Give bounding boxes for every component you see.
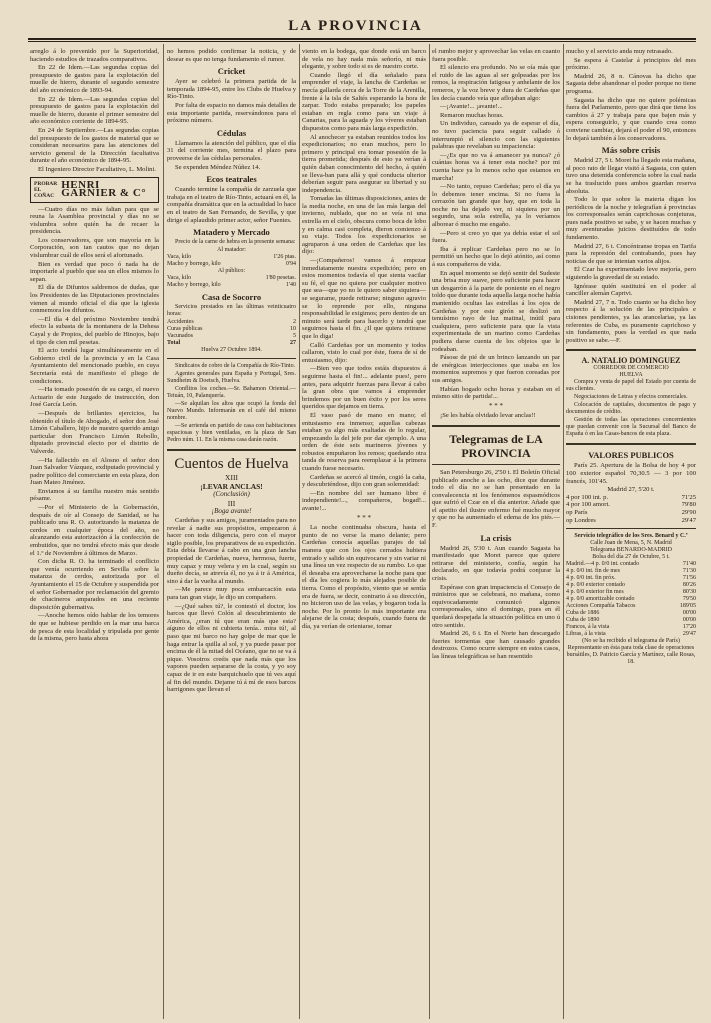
paragraph: En aquel momento se dejó sentir del Sudeste una brisa muy suave, pero suficiente para hacer un desgarrón á la parte de poniente en el negro toldo que durante toda aquella larga noche había mantenido ocultas las estrellas á los ojos de Cardeñas y por este girón se deslizó un tenuísimo rayo de luz matinal, inútil para cualquiera, pero suficiente para que la vista experimentada de un marino como Cardeñas pudiera darse cuenta de los objetos que le rodeaban. bbox=[432, 269, 560, 353]
row-value: 79'80 bbox=[681, 501, 696, 509]
row-label: Madrid.—4 p. 0/0 int. contado bbox=[566, 561, 640, 568]
paragraph: —¿Es que no va á amanecer ya nunca? ¿ó cuántas horas va á tener esta noche? por mi cuenta hace ya lo menos ocho que estamos en marcha! bbox=[432, 151, 560, 182]
row-label: 4 p. 0/0 amortizable contado bbox=[566, 596, 635, 603]
service-row bbox=[167, 333, 296, 340]
column-2 bbox=[167, 48, 296, 1018]
paragraph: —Por el Ministerio de la Gobernación, después de oír al Consejo de Sanidad, se ha publicado una R. O. autorizando la matanza de cerdos en cualquier época del año, no alcanzando esta autorización á la confección de embutidos, que no tendrá efecto más que desde el 1.º de Noviembre á últimos de Marzo. bbox=[30, 504, 159, 557]
row-value: 17'20 bbox=[682, 624, 696, 631]
bolsa-row bbox=[566, 610, 696, 617]
row-value: 0'94 bbox=[285, 261, 296, 268]
paragraph: —¿Qué sabes tú?, le contestó el doctor, los barcos que llevó Colón al descubrimiento de América, ¿eran tú que eran más que esta? aíguno de ellos ni cubierta tenía.. mira tú!, al paso que mi barco no hay golpe de mar que le haga entrar la quilla al sol, y ya puede pasar por encima de él la mitad del Océano, que no se va á pique. Vosotros creéis que nada más que los vapores pueden separarse de la costa, y yo soy capaz de ir en este barquichuelo que tú ves aquí al fin del mundo. Dejame tú á mí de esos barcos barrigones que llevan el bbox=[167, 602, 296, 694]
ad-line: Compra y venta de papel del Estado por cuenta de sus clientes. bbox=[566, 379, 696, 393]
values-header: Madrid 27, 5'20 t. bbox=[607, 486, 655, 494]
paragraph: En 22 de Idem.—Las segundas copias del presupuesto de gastos para la explotación del muelle de hierro, durante el primer semestre del año económico corriente de 1894-95. bbox=[30, 95, 159, 126]
masthead: LA PROVINCIA bbox=[288, 18, 423, 34]
paragraph: —¡Compañeros! vamos á empezar inmediatamente nuestra expedición; pero en estos momentos todavía el que sienta vacilar su fé, el que no quiera por cualquier motivo que sea—que yo no le quiero saber siquiera—se segurame, puede retirarse; ninguno agravio se lo reprende por ello, ninguna responsabilidad le exigimos; pero dentro de un minuto será tarde para hacerlo y tendrá que seguirnos hasta el fin. ¿Il que quiera retirarse que lo diga! bbox=[302, 257, 426, 340]
notice: —Se arrienda en partido de casa con habitaciones espaciosas y bien ventiladas, en la plaza de San Pedro núm. 11. En la misma casa darán razón. bbox=[167, 423, 296, 444]
paragraph: Todo lo que sobre la materia digan los periódicos de la noche y telegrafían á provincias los corresponsales serán caprichosas conjeturas, pues nada positivo se sabe, y se hacen muchas y muy aventuradas juicios destituídos de todo fundamento. bbox=[566, 196, 696, 242]
row-value: 1'40 bbox=[285, 282, 296, 289]
price-row bbox=[167, 275, 296, 282]
row-label: 4 por 100 amort. bbox=[566, 501, 610, 509]
paragraph: Precio de la carne de hebra en la presente semana: bbox=[175, 239, 296, 246]
paragraph: el rumbo mejor y aprovechar las velas en cuanto fuera posible. bbox=[432, 48, 560, 63]
value-row bbox=[566, 509, 696, 517]
bolsa-row bbox=[566, 575, 696, 582]
paragraph: Cuando termine la compañía de zarzuela que trabaja en el teatro de Río-Tinto, actuará en él, la compañía dramática que en la actualidad lo hace en el teatro de San Fernando, de Sevilla, y que dirige el aplaudido primer actor, señor Fuentes. bbox=[167, 186, 296, 224]
row-label: Vacunados bbox=[167, 333, 193, 340]
paragraph: La noche continuaba obscura, hasta el punto de no verse la mano delante; pero Cardeñas conocía aquellas parajes de tal manera que con los ojos cerrados hubiera entrado y salido sin equivocarse y sin variar ni una línea un vez respecto de su rumbo. Lo que él deseaba era aprovecharse la noche para que el día les cogiera lo más alejados posible de tierra. Como el propósito, viento que se sentía era de fuera, se decir, contrario á su dirección, no hicieron uso de las velas, y bogaron toda la noche. Por lo pronto lo más importante era alejarse de la costa; después, cuando fuera de día, ya verían de orientarse, tomar bbox=[302, 524, 426, 630]
paragraph: —Después de brillantes ejercicios, ha obtenido el título de Abogado, el señor don José Limón Caballero, hijo de nuestro querido amigo particular don Francisco Limón Rebollo, diputado provincial electo por el distrito de Valverde. bbox=[30, 409, 159, 455]
section-heading: Casa de Socorro bbox=[201, 292, 262, 303]
column-divider bbox=[429, 44, 430, 1019]
column-3 bbox=[302, 48, 426, 1018]
row-value: 29'47 bbox=[681, 516, 696, 524]
column-5 bbox=[566, 48, 696, 1018]
bolsa-header: Bolsa del día 27 de Octubre, 5 t. bbox=[592, 554, 670, 561]
paragraph: El acto tendrá lugar simultáneamente en el Gobierno civil de la provincia y en la Casa Ayuntamiento del mencionado pueblo, en cuya Secretaría está de manifiesto el pliego de condiciones. bbox=[30, 347, 159, 385]
paragraph: Madrid 27, 7 n. Todo cuanto se ha dicho hoy respecto á la solución de las principales e cisiones pendientes, ya las arancelarias, ya las referentes de Cuba, es puramente caprichoso y sin fundamento, pues la verdad es que nada positivo se sabe.—F. bbox=[566, 298, 696, 344]
cognac-advertisement bbox=[30, 177, 159, 203]
price-table bbox=[167, 275, 296, 289]
paragraph: Cuando llegó el día señalado para emprender el viaje, la lancha de Cardeñas se mecía gallarda cerca de la Torre de la Arenilla, frente á la isla de Saltés esperando la hora de zarpar. Todo estaba preparado; los papeles estaban en regla como para un viaje á Canarias, para la aguada y los víveres estaban dispuestos como para más larga expedición. bbox=[302, 71, 426, 132]
row-label: 4 p. 0/0 exterior fin mes bbox=[566, 589, 624, 596]
row-label: op Londres bbox=[566, 516, 596, 524]
section-heading: La crisis bbox=[480, 532, 512, 543]
divider bbox=[432, 464, 560, 465]
bolsa-row bbox=[566, 603, 696, 610]
row-value: 00'00 bbox=[682, 610, 696, 617]
paragraph: —El día 4 del próximo Noviembre tendrá efecto la subasta de la montanera de la Dehesa Cayal y de Propios, del pueblo de Hinojos, bajo el tipo de cien mil pesetas. bbox=[30, 315, 159, 346]
row-label: Francos, á la vista bbox=[566, 624, 610, 631]
story-number: XIII bbox=[225, 473, 238, 483]
paragraph: Ayer se celebró la primera partida de la temporada 1894-95, entre los Clubs de Huelva y Río-Tinto. bbox=[167, 78, 296, 101]
paragraph: El silencio era profundo. No se oía más que el ruido de las aguas al ser golpeadas por los remos, la respiración fatigosa y anhelante de los remeros, y la voz breve y dura de Cardeñas que les decía cuando veía que aflojaban algo: bbox=[432, 64, 560, 102]
paragraph: Iba á replicar Cardeñas pero no se lo permitió un hecho que lo dejó atónito, así como á sus compañeros de vida. bbox=[432, 245, 560, 269]
paragraph: El Czar ha experimentado leve mejoría, pero siguiendo la gravedad de su estado. bbox=[566, 266, 696, 282]
price-label: Al público: bbox=[217, 268, 246, 275]
row-value: 79'50 bbox=[682, 596, 696, 603]
paragraph: Madrid 26, 6 t. En el Norte han descargado fuertes tormentas que han causado grandes destrozos. Como ocurre siempre en estos casos, las líneas telegráficas se han resentido bbox=[432, 630, 560, 660]
section-stars: * * * bbox=[357, 513, 371, 522]
paragraph: arreglo á lo prevenido por la Superioridad, haciendo estudios de trazados comparativos. bbox=[30, 48, 159, 63]
column-divider bbox=[299, 44, 300, 1019]
paragraph: Al anochecer ya estaban reunidos todos los expedicionarios; no eran muchos, pero lo primero y principal era tomar posesión de la tierra prometida; después de esto ya verían á quién daban conocimiento del hecho, á quién se lleva-ban para allá y qué conducta ulterior deberían seguir para asegurar su libertad y su independencia. bbox=[302, 133, 426, 194]
row-label: 4 por 100 int. p. bbox=[566, 493, 609, 501]
paragraph: Cardeñas y sus amigos, juramentados para no revelar á nadie sus propósitos, empezaron á hacer con toda diligencia, pero con el mayor sigilo posible, los preparativos de su expedición. Esta debía llevarse á cabo en una gran lancha propiedad de Cardeñas, nueva, hermosa, fuerte, muy capaz y muy velera y en la cual, según su dueño decía, se atrevía él, no ya á ir á América, sino á dar la vuelta al mundo. bbox=[167, 517, 296, 585]
value-row bbox=[566, 494, 696, 502]
services-table bbox=[167, 319, 296, 347]
paragraph: Pásose de pié de un brinco lanzando un par de enérgicas interjecciones que usaba en los momentos supremos y que fueron coreadas por sus amigos. bbox=[432, 354, 560, 384]
paragraph: Cardeñas se acercó al timón, cogió la caña, y descubriéndose, dijo con gran solemnidad: bbox=[302, 473, 426, 489]
notice: Conflitos los coches.—Sr. Bahamon Oriental.—Tetuán, 10, Palanquería. bbox=[167, 386, 296, 400]
row-value: 189'05 bbox=[679, 603, 696, 610]
ad-subtitle: CORREDOR DE COMERCIO bbox=[593, 365, 669, 372]
row-label: Vaca, kilo bbox=[167, 254, 191, 261]
section-heading: Matadero y Mercado bbox=[193, 227, 270, 238]
paragraph: —Pero si creo yo que ya debía estar el sol fuera. bbox=[432, 229, 560, 245]
price-row bbox=[167, 282, 296, 289]
divider bbox=[566, 349, 696, 351]
row-value: 80'30 bbox=[682, 589, 696, 596]
row-value: 71'56 bbox=[682, 575, 696, 582]
divider bbox=[432, 425, 560, 427]
row-label: 4 p. 0/0 int. fin próx. bbox=[566, 575, 616, 582]
story-subtitle: ¡LEVAR ANCLAS! bbox=[200, 481, 263, 491]
row-value: 1'26 ptas. bbox=[273, 254, 296, 261]
paragraph: —Bien veo que todos estáis dispuestos á seguirme hasta el fin!... adelante pues!, pero antes, para adquirir fuerzas para llevar á cabo la gran obra que vamos á emprender brindemos por un buen éxito y por los seres queridos que dejamos en tierra. bbox=[302, 365, 426, 411]
row-value: 29'47 bbox=[682, 631, 696, 638]
paragraph: Un individuo, cansado ya de esperar el día, no tuvo paciencia para seguir callado ó interrumpió el silencio con las siguientes palabras que revelaban su impaciencia: bbox=[432, 120, 560, 151]
header-rule bbox=[28, 38, 696, 42]
paragraph: El día de Difuntos saldremos de dudas, que los Presidentes de las Diputaciones provinciales vienen al mundo oficial el día que la iglesia conmemora los difuntos. bbox=[30, 284, 159, 315]
paragraph: Madrid 27, 5 t. Moret ha llegado esta mañana, al poco rato de llegar visitó á Sagasta, con quien tuvo una detenida conferencia sobre la cual nada se ha traslucido pues ambos guardan reserva absoluta. bbox=[566, 157, 696, 195]
row-label: op París bbox=[566, 508, 588, 516]
story-part: III bbox=[227, 498, 236, 508]
divider bbox=[566, 528, 696, 529]
price-row bbox=[167, 261, 296, 268]
notice: Sindicatos de cobro de la Compañía de Río-Tinto. bbox=[175, 363, 296, 370]
row-value: 5 bbox=[293, 333, 296, 340]
paragraph: mucho y el servicio anda muy retrasado. bbox=[566, 48, 673, 55]
story-title: Cuentos de Huelva bbox=[174, 456, 289, 473]
row-value: 00'00 bbox=[682, 617, 696, 624]
price-row bbox=[167, 254, 296, 261]
row-value: 71'40 bbox=[682, 561, 696, 568]
row-label: Curas públicas bbox=[167, 326, 203, 333]
paragraph: El Ingeniero Director Facultativo, L. Molini. bbox=[38, 165, 156, 173]
row-label: Cuba de 1890 bbox=[566, 617, 600, 624]
paragraph: —No tanto, repuso Cardeñas; pero el día ya lo debemos tener encima. Si no fuera la cerrazón tan grande que hay, que en toda la noche no ha dejado ver, ni siquiera por un segundo, una sola estrella, ya lo veríamos alborear ó mucho me engaño. bbox=[432, 183, 560, 229]
divider bbox=[167, 449, 296, 451]
representative: Representante en ésta para toda clase de operaciones bursátiles, D. Patricio García y Martínez, calle Rosas, 18. bbox=[566, 645, 696, 666]
row-label: Macho y borrego, kilo bbox=[167, 282, 221, 289]
paragraph: Por falta de espacio no damos más detalles de esta importante partida, reservándonos para el próximo número. bbox=[167, 101, 296, 125]
service-row bbox=[167, 319, 296, 326]
paragraph: ¡Se les había olvidado levar anclas!! bbox=[440, 412, 536, 420]
paragraph: Madrid 26, 5'30 t. Aun cuando Sagasta ha manifestado que Moret parece que quiere retirarse del ministerio, confía, según ha declarado, en que todavía podrá conjurar la crisis. bbox=[432, 544, 560, 583]
values-table bbox=[566, 494, 696, 524]
paragraph: Sagasta ha dicho que no quiere polémicas fuera del Parlamento, pero que dirá que tiene los cambios á 27 y trabaja para que bajen más y espera conseguirlo, y que cuando crea como conviene cambiar, dejará el poder el 90, entonces lo dejará también á los conservadores. bbox=[566, 96, 696, 142]
paragraph: Llamamos la atención del público, que el día 31 del corriente mes, termina el plazo para proveerse de las cédulas personales. bbox=[167, 139, 296, 162]
service-title: Servicio telegráfico de los Sres. Benard y C.ª bbox=[574, 533, 688, 540]
row-value: 10 bbox=[290, 326, 296, 333]
paragraph: Remaron muchas horas. bbox=[440, 111, 504, 119]
divider bbox=[566, 443, 696, 445]
paragraph: Enviamos á su familia nuestro más sentido pésame. bbox=[30, 487, 159, 503]
paragraph: Calló Cardeñas por un momento y todos callaron, visto lo cual por éste, fuera de sí de entusiasmo, dijo: bbox=[302, 341, 426, 364]
paragraph: Bien es verdad que poco ó nada ha de importarle al pueblo que sea un ellos mismos lo sepan. bbox=[30, 260, 159, 283]
row-label: Cuba de 1886 bbox=[566, 610, 600, 617]
paragraph: —Anoche hemos oído hablar de los temores de que se hubiese perdido en la mar una barca de pesca de esta localidad y tripulada por gente de la misma, pero hasta ahora bbox=[30, 612, 159, 643]
service-telegram: Telegrama BENARDO-MADRID bbox=[589, 547, 673, 554]
paragraph: Se expenden Méndez Núñez 14. bbox=[175, 163, 261, 171]
row-label: Vaca, kilo bbox=[167, 275, 191, 282]
date-line: Huelva 27 Octubre 1894. bbox=[201, 347, 262, 354]
ad-brand: HENRI GARNIER & C° bbox=[61, 178, 147, 199]
price-label: Al matador: bbox=[217, 247, 246, 254]
paragraph: —En nombre del ser humano libre é independiente!..., compañeros, bogad!... avante!... bbox=[302, 489, 426, 513]
service-total bbox=[167, 340, 296, 347]
paragraph: Los conservadores, que son mayoría en la Corporación, son tan cautos que no dejan vislumbrar cuál de ellos será el afortunado. bbox=[30, 236, 159, 260]
paragraph: En 24 de Septiembre.—Las segundas copias del presupuesto de los gastos de material que se consideran necesarios para las atenciones del servicio general de la Dirección facultativa durante el año económico de 1894-95. bbox=[30, 126, 159, 165]
column-1 bbox=[30, 48, 159, 1018]
row-label: 4 p. 0/0 exterior contado bbox=[566, 582, 625, 589]
ad-line: Colocación de capitales, documentos de pago y documentos de crédito. bbox=[566, 402, 696, 416]
story-conclusion: (Conclusión) bbox=[213, 490, 250, 499]
row-label: Libras, á la vista bbox=[566, 631, 606, 638]
section-stars: * * * bbox=[489, 401, 503, 410]
row-value: 27 bbox=[290, 340, 296, 347]
paragraph: —¡Avante!... ¡avante!... bbox=[440, 103, 503, 111]
row-label: Macho y borrego, kilo bbox=[167, 261, 221, 268]
row-label: Accidentes bbox=[167, 319, 194, 326]
bolsa-row bbox=[566, 596, 696, 603]
paragraph: Espérase con gran impaciencia el Consejo de ministros que se celebrará, no mañana, como equivocadamente comunicó algunos corresponsales, sino el domingo, pues en él quedará despejada la situación política en uno ú otro sentido. bbox=[432, 583, 560, 629]
paragraph: El vaso pasó de mano en mano; el entusiasmo era inmenso; aquellas cabezas estaban ya algo más exaltadas de lo regular, empezando la del jefe por dar ejemplo. A una orden de éste seis marineros jóvenes y robustos empuñaron los remos; quedando otra tanda de reserva para reemplazar á la primera cuando fuese necesario. bbox=[302, 411, 426, 473]
bolsa-table bbox=[566, 561, 696, 638]
paragraph: París 25. Apertura de la Bolsa de hoy 4 por 100 exterior español 70,30.5 — 3 por 100 francés, 101'45. bbox=[566, 462, 696, 485]
ad-line: Negociaciones de Letras y efectos comerciales. bbox=[574, 394, 688, 401]
row-label: Acciones Compañía Tabacos bbox=[566, 603, 636, 610]
ad-line: Gestión de todas las operaciones concernientes que puedan convenir con la Sucursal del Banco de España ó en las Casas-bancos de esta plaza. bbox=[566, 417, 696, 438]
row-value: 2 bbox=[293, 319, 296, 326]
ad-city: HUELVA bbox=[619, 372, 643, 379]
value-row bbox=[566, 501, 696, 509]
section-heading: Cédulas bbox=[216, 127, 247, 138]
column-divider bbox=[563, 44, 564, 1019]
bolsa-row bbox=[566, 624, 696, 631]
section-heading: Cricket bbox=[217, 66, 246, 77]
row-label: 4 p. 0/0 int. fin de mes bbox=[566, 568, 620, 575]
bolsa-row bbox=[566, 589, 696, 596]
service-row bbox=[167, 326, 296, 333]
notice: Agentes generales para España y Portugal, Sres. Sundheim & Doetsch, Huelva. bbox=[167, 371, 296, 385]
paragraph: —Ha tomado posesión de su cargo, el nuevo Actuario de este Juzgado de instrucción, don José García León. bbox=[30, 386, 159, 409]
bolsa-row bbox=[566, 617, 696, 624]
section-heading: Más sobre crisis bbox=[601, 145, 661, 156]
ad-title: A. NATALIO DOMINGUEZ bbox=[581, 356, 681, 366]
paragraph: Se espera á Castelar á principios del mes próximo. bbox=[566, 56, 696, 72]
section-heading: VALORES PUBLICOS bbox=[588, 450, 674, 461]
paragraph: En 22 de Idem.—Las segundas copias del presupuesto de gastos para la explotación del muelle de hierro, durante el segundo semestre del año económico de 1893-94. bbox=[30, 64, 159, 94]
paragraph: no hemos podido confirmar la noticia, y de desear es que no tenga fundamento el rumor. bbox=[167, 48, 296, 63]
row-value: 1'80 pesetas. bbox=[265, 275, 296, 282]
value-row bbox=[566, 517, 696, 525]
column-4 bbox=[432, 48, 560, 1018]
paragraph: viento en la bodega, que donde está un barco de vela no hay nada más señorío, ni más elegante, y sobre todo si es de nuestro corte. bbox=[302, 48, 426, 71]
section-heading: Ecos teatrales bbox=[206, 174, 257, 185]
paragraph: Madrid 26, 8 n. Cánovas ha dicho que Sagasta debe abandonar el poder porque no tiene programa. bbox=[566, 72, 696, 95]
price-table bbox=[167, 254, 296, 268]
paragraph: Con dicha R. O. ha terminado el conflicto que venía ocurriendo en Sevilla sobre la matanza de cerdos, autorizada por el Ayuntamiento el 15 de Octubre y suspendida por el señor Gobernador por reclamación del gremio de chacineros amparados en una reciente disposición gubernativa. bbox=[30, 558, 159, 611]
paragraph: Servicios prestados en las últimas veinticuatro horas: bbox=[167, 304, 296, 318]
paragraph: —Ha fallecido en el Alosno el señor don Juan Salvador Vázquez, exdiputado provincial y padre político del comerciante en esta plaza, don Juan Mateo Jiménez. bbox=[30, 456, 159, 487]
row-value: 71'30 bbox=[682, 568, 696, 575]
story-part-title: ¡Boga avante! bbox=[211, 507, 252, 516]
row-value: 80'26 bbox=[682, 582, 696, 589]
paragraph: San Petersburgo 26, 2'50 t. El Boletín Oficial publicado anoche a las ocho, dice que durante todo el día no se han presentado en la convalecencia ni los fenómenos espasmódicos que sufrió el Czar en el día anterior. Añade que el apetito del ilustre enfermo fué mucho mayor y que no ha aumentado el edema de los piés.—F. bbox=[432, 468, 560, 530]
paragraph: Tomadas las últimas disposiciones, antes de la media noche, en una de las más largas del invierno, nublado, que no se veía ni una estrella en el cielo, obscura como boca de lobo y en calma casi completa, dieron comienzo á su viaje. Todos los expedicionarios se agruparon á una orden de Cardeñas que les dijo: bbox=[302, 195, 426, 256]
note: (No se ha recibido el telegrama de París) bbox=[582, 638, 680, 645]
paragraph: Habían bogado ocho horas y estaban en el mismo sitio de partida!... bbox=[432, 385, 560, 401]
divider bbox=[167, 358, 296, 359]
service-address: Calle Juan de Mena, 5, N. Madrid bbox=[590, 540, 672, 547]
row-value: 29'90 bbox=[681, 508, 696, 516]
telegrams-heading: Telegramas de LA PROVINCIA bbox=[449, 431, 543, 460]
paragraph: —Cuatro días no más faltan para que se reuna la Asamblea provincial y días no se vislumbra sobre quién ha de recaer la presidencia. bbox=[30, 205, 159, 236]
row-label: Total bbox=[167, 340, 181, 347]
paragraph: —Me parece muy poca embarcación esta para tan gran viaje, le dijo un compañero. bbox=[167, 586, 296, 601]
notice: —Se alquilan los altos que ocupó la fonda del Nuevo Mundo. Informarán en el café del mismo nombre. bbox=[167, 401, 296, 422]
row-value: 71'25 bbox=[681, 493, 696, 501]
paragraph: Madrid 27, 6 t. Concéntranse tropas en Tarifa para la represión del contrabando, pues hay noticias de que se intentan varios alijos. bbox=[566, 242, 696, 265]
column-divider bbox=[163, 44, 164, 1019]
ad-label: PROBAR EL COÑAC bbox=[34, 180, 58, 199]
paragraph: Ignórase quién sustituirá en el poder al canciller alemán Caprivi. bbox=[566, 282, 696, 298]
